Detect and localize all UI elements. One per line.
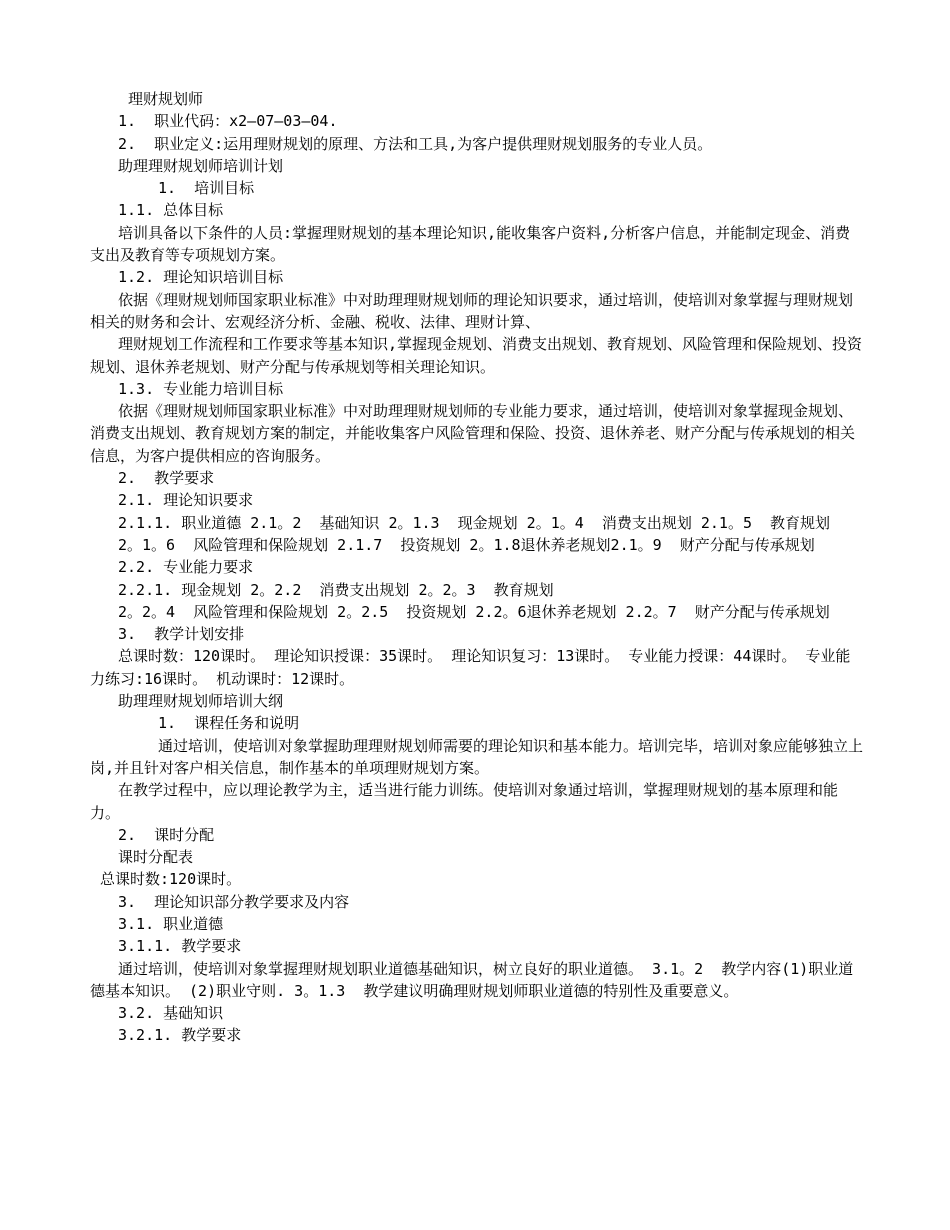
- section-heading: 1. 课程任务和说明: [158, 714, 300, 733]
- list-item: 2。1。6 风险管理和保险规划 2.1.7 投资规划 2。1.8退休养老规划2.1。9 财产分配与传承规划: [118, 535, 815, 554]
- subsection-heading: 3.2.1. 教学要求: [118, 1026, 242, 1045]
- subsection-heading: 1.1. 总体目标: [118, 201, 224, 220]
- list-item: 2.2.1. 现金规划 2。2.2 消费支出规划 2。2。3 教育规划: [118, 580, 554, 599]
- list-item: 2.1.1. 职业道德 2.1。2 基础知识 2。1.3 现金规划 2。1。4 消费支出规划 2.1。5 教育规划: [118, 513, 831, 532]
- paragraph: 总课时数：120课时。 理论知识授课：35课时。 理论知识复习：13课时。 专业能力授课：44课时。 专业能力练习:16课时。 机动课时：12课时。: [90, 647, 851, 688]
- section-heading: 助理理财规划师培训大纲: [118, 692, 284, 711]
- paragraph: 在教学过程中，应以理论教学为主，适当进行能力训练。使培训对象通过培训，掌握理财规划的基本原理和能力。: [90, 781, 839, 822]
- subsection-heading: 2.2. 专业能力要求: [118, 558, 254, 577]
- doc-title: 理财规划师: [128, 90, 204, 108]
- table-caption: 课时分配表: [118, 848, 194, 867]
- paragraph: 通过培训，使培训对象掌握理财规划职业道德基础知识，树立良好的职业道德。 3.1。2 教学内容(1)职业道德基本知识。 (2)职业守则. 3。1.3 教学建议明确理财规划师职业道德的特别性及重要意义。: [90, 959, 854, 1000]
- subsection-heading: 3.1. 职业道德: [118, 914, 224, 933]
- total-hours: 总课时数:120课时。: [100, 870, 242, 889]
- document-page: [90, 88, 865, 1047]
- subsection-heading: 1.3. 专业能力培训目标: [118, 379, 284, 398]
- subsection-heading: 3.2. 基础知识: [118, 1004, 224, 1023]
- section-heading: 1. 培训目标: [158, 179, 255, 198]
- subsection-heading: 1.2. 理论知识培训目标: [118, 268, 284, 287]
- paragraph: 通过培训，使培训对象掌握助理理财规划师需要的理论知识和基本能力。培训完毕，培训对象应能够独立上岗,并且针对客户相关信息，制作基本的单项理财规划方案。: [90, 736, 864, 777]
- list-item: 2。2。4 风险管理和保险规划 2。2.5 投资规划 2.2。6退休养老规划 2.2。7 财产分配与传承规划: [118, 602, 830, 621]
- occupation-definition: 2. 职业定义:运用理财规划的原理、方法和工具,为客户提供理财规划服务的专业人员。: [118, 134, 713, 153]
- paragraph: 依据《理财规划师国家职业标准》中对助理理财规划师的专业能力要求，通过培训，使培训对象掌握现金规划、消费支出规划、教育规划方案的制定，并能收集客户风险管理和保险、投资、退休养老、财产分配与传承规划的相关信息，为客户提供相应的咨询服务。: [90, 402, 856, 465]
- section-heading: 3. 理论知识部分教学要求及内容: [118, 892, 350, 911]
- paragraph: 培训具备以下条件的人员:掌握理财规划的基本理论知识,能收集客户资料,分析客户信息，并能制定现金、消费支出及教育等专项规划方案。: [90, 223, 851, 265]
- section-heading: 3. 教学计划安排: [118, 625, 245, 644]
- paragraph: 依据《理财规划师国家职业标准》中对助理理财规划师的理论知识要求，通过培训，使培训对象掌握与理财规划相关的财务和会计、宏观经济分析、金融、税收、法律、理财计算、: [90, 290, 854, 331]
- subsection-heading: 2.1. 理论知识要求: [118, 491, 254, 510]
- occupation-code: 1. 职业代码：x2—07—03—04.: [118, 112, 338, 131]
- section-heading: 2. 教学要求: [118, 469, 215, 488]
- section-heading: 助理理财规划师培训计划: [118, 156, 284, 175]
- subsection-heading: 3.1.1. 教学要求: [118, 937, 242, 956]
- paragraph: 理财规划工作流程和工作要求等基本知识,掌握现金规划、消费支出规划、教育规划、风险管理和保险规划、投资规划、退休养老规划、财产分配与传承规划等相关理论知识。: [90, 335, 863, 376]
- section-heading: 2. 课时分配: [118, 825, 215, 844]
